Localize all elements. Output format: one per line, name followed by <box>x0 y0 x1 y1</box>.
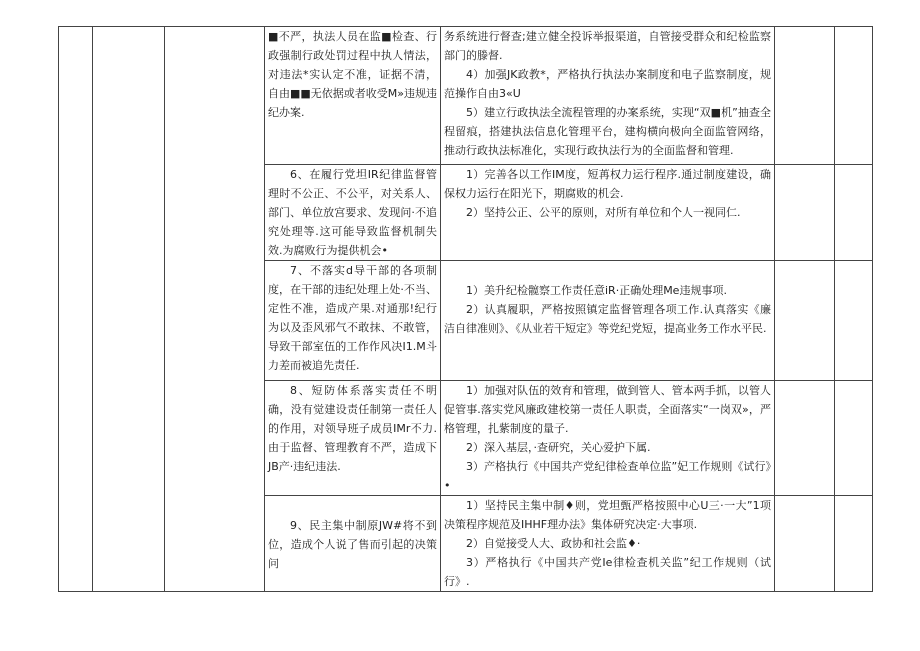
risk-table <box>58 26 873 592</box>
measure-cell <box>441 381 775 496</box>
measure-line: 1）完善各以工作IM度，短苒权力运行程序.通过制度建设，确保权力运行在阳光下，期腐败的机会. <box>444 168 771 200</box>
risk-point-cell <box>265 27 441 165</box>
measure-line: 4）加强JK政教*，严格执行执法办案制度和电子监察制度，规范操作自由3«U <box>444 68 771 100</box>
measure-line: 2）坚持公正、公平的原则，对所有单位和个人一视同仁. <box>466 206 741 219</box>
measure-cell <box>441 496 775 592</box>
measure-line: 务系统进行督查;建立健全投诉举报渠道，自管接受群众和纪检监察部门的滕督. <box>444 30 771 62</box>
measure-line: 1）美升纪检髋察工作责任意iR·正确处理Me违规事项. <box>466 284 727 297</box>
measure-line: 2）深入基层，·查研究，关心爱护下属. <box>466 441 651 454</box>
risk-text: 7、不落实d导干部的各项制度，在干部的违纪处理上处·不当、定性不准，造成产果.对通那!纪行为以及歪风邪气不敢抹、不敢管，导致干部室伍的工作作风决I1.M斗力差而被追先责任. <box>268 264 437 372</box>
risk-text: ■不严，执法人员在监■检查、行政强制行政处罚过程中执人情法，对违法*实认定不准，证据不清，自由■■无依据或者收受M»违规违纪办案. <box>268 30 438 119</box>
risk-text: 8、短防体系落实责任不明确，没有觉建设责任制第一责任人的作用，对领导班子成员IMr不力.由于监督、管理教育不严，造成下JB产·违纪违法. <box>268 384 437 473</box>
risk-table-page <box>58 26 872 588</box>
measure-line: 2）认真履职，严格按照镇定监督管理各项工作.认真落实《廉洁自律准则》、《从业若干短定》等党纪党短，提高业务工作水平民. <box>444 303 771 335</box>
empty-cell <box>59 27 93 592</box>
empty-cell <box>775 27 835 165</box>
empty-cell <box>93 27 165 592</box>
table-row <box>59 27 873 165</box>
empty-cell <box>775 165 835 261</box>
measure-cell <box>441 165 775 261</box>
measure-line: 3）严格执行《中国共产党Ie律检查机关监”纪工作规则（试行》. <box>444 556 771 588</box>
empty-cell <box>835 165 873 261</box>
empty-cell <box>165 27 265 592</box>
measure-cell <box>441 27 775 165</box>
empty-cell <box>835 261 873 381</box>
measure-line: 5）建立行政执法全流程管理的办案系统，实现“双■机”抽查全程留痕，搭建执法信息化管理平台，建构横向极向全面监管网络，推动行政执法标准化，实现行政执法行为的全面监督和管理. <box>444 106 771 157</box>
risk-text: 9、民主集中制原JW#将不到位，造成个人说了售而引起的决策问 <box>268 519 437 570</box>
empty-cell <box>835 496 873 592</box>
empty-cell <box>775 381 835 496</box>
measure-line: 1）加强对队伍的效育和管理，做到管人、管本两手抓，以管人促管事.落实党风廉政建校第一责任人职责，全面落实“一岗双»，严格管理，扎紫制度的量子. <box>444 384 771 435</box>
measure-line: 3）产格执行《中国共产党纪律检查单位监”妃工作规则《试行》• <box>444 460 771 492</box>
risk-text: 6、在履行党坦IR纪律监督管理时不公正、不公平，对关系人、部门、单位放宫要求、发现问·不追究处理等.这可能导致监督机制失效.为腐败行为提供机会• <box>268 168 437 257</box>
risk-point-cell <box>265 496 441 592</box>
measure-line: 2）自觉接受人大、政协和社会监♦· <box>466 537 641 550</box>
empty-cell <box>835 27 873 165</box>
measure-cell <box>441 261 775 381</box>
empty-cell <box>835 381 873 496</box>
empty-cell <box>775 261 835 381</box>
risk-point-cell <box>265 381 441 496</box>
measure-line: 1）坚持民主集中制♦则，党坦甄严格按照中心U三·一大”1项决策程序规范及IHHF理办法》集体研究决定·大事项. <box>444 499 771 531</box>
empty-cell <box>775 496 835 592</box>
risk-point-cell <box>265 261 441 381</box>
risk-point-cell <box>265 165 441 261</box>
